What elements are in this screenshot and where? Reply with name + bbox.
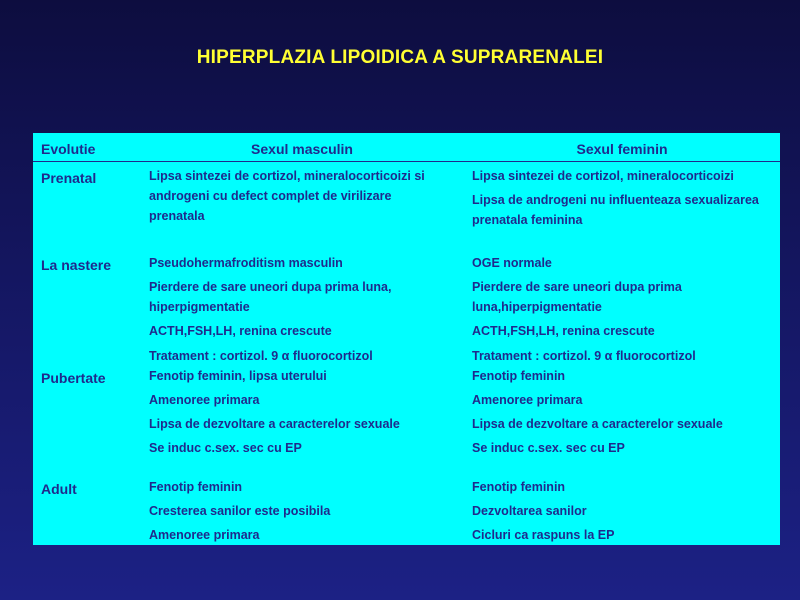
cell-line: Pierdere de sare uneori dupa prima luna, bbox=[149, 280, 392, 294]
header-evolutie: Evolutie bbox=[41, 141, 96, 157]
cell-prenatal-masculin bbox=[149, 166, 469, 226]
cell-line: prenatala feminina bbox=[472, 213, 583, 227]
cell-line: Cicluri ca raspuns la EP bbox=[472, 528, 615, 542]
cell-prenatal-feminin bbox=[472, 166, 777, 230]
cell-line: Amenoree primara bbox=[149, 393, 260, 407]
cell-line: Lipsa de androgeni nu influenteaza sexualizarea bbox=[472, 193, 759, 207]
cell-line: androgeni cu defect complet de virilizare bbox=[149, 189, 392, 203]
cell-line: Fenotip feminin bbox=[149, 480, 243, 494]
comparison-table bbox=[33, 133, 780, 545]
cell-la-nastere-masculin bbox=[149, 253, 469, 366]
row-label-adult: Adult bbox=[41, 481, 77, 497]
cell-line: Pseudohermafroditism masculin bbox=[149, 256, 343, 270]
header-separator bbox=[33, 161, 780, 162]
cell-line: ACTH,FSH,LH, renina crescute bbox=[149, 324, 332, 338]
cell-line: Se induc c.sex. sec cu EP bbox=[472, 441, 625, 455]
cell-line: Dezvoltarea sanilor bbox=[472, 504, 587, 518]
cell-line: Fenotip feminin bbox=[472, 369, 566, 383]
cell-line: Fenotip feminin bbox=[472, 480, 566, 494]
header-sexul-feminin: Sexul feminin bbox=[576, 141, 668, 157]
row-label-la-nastere: La nastere bbox=[41, 257, 112, 273]
cell-line: hiperpigmentatie bbox=[149, 300, 250, 314]
cell-la-nastere-feminin bbox=[472, 253, 777, 366]
cell-line: Amenoree primara bbox=[149, 528, 260, 542]
row-label-prenatal: Prenatal bbox=[41, 170, 97, 186]
cell-adult-feminin bbox=[472, 477, 777, 545]
row-label-pubertate: Pubertate bbox=[41, 370, 106, 386]
cell-line: OGE normale bbox=[472, 256, 552, 270]
cell-line: Lipsa sintezei de cortizol, mineralocorticoizi bbox=[472, 169, 734, 183]
cell-line: Lipsa sintezei de cortizol, mineralocorticoizi si bbox=[149, 169, 425, 183]
cell-line: Se induc c.sex. sec cu EP bbox=[149, 441, 302, 455]
cell-line: Cresterea sanilor este posibila bbox=[149, 504, 331, 518]
cell-line: Tratament : cortizol. 9 α fluorocortizol bbox=[149, 349, 373, 363]
cell-line: Tratament : cortizol. 9 α fluorocortizol bbox=[472, 349, 696, 363]
cell-line: prenatala bbox=[149, 209, 205, 223]
slide-title: HIPERPLAZIA LIPOIDICA A SUPRARENALEI bbox=[196, 47, 604, 68]
cell-adult-masculin bbox=[149, 477, 469, 545]
cell-line: Lipsa de dezvoltare a caracterelor sexuale bbox=[149, 417, 400, 431]
cell-line: Fenotip feminin, lipsa uterului bbox=[149, 369, 327, 383]
cell-line: Lipsa de dezvoltare a caracterelor sexuale bbox=[472, 417, 723, 431]
cell-pubertate-masculin bbox=[149, 366, 469, 458]
cell-line: Amenoree primara bbox=[472, 393, 583, 407]
cell-pubertate-feminin bbox=[472, 366, 777, 458]
cell-line: Pierdere de sare uneori dupa prima bbox=[472, 280, 682, 294]
cell-line: luna,hiperpigmentatie bbox=[472, 300, 602, 314]
header-sexul-masculin: Sexul masculin bbox=[251, 141, 353, 157]
cell-line: ACTH,FSH,LH, renina crescute bbox=[472, 324, 655, 338]
